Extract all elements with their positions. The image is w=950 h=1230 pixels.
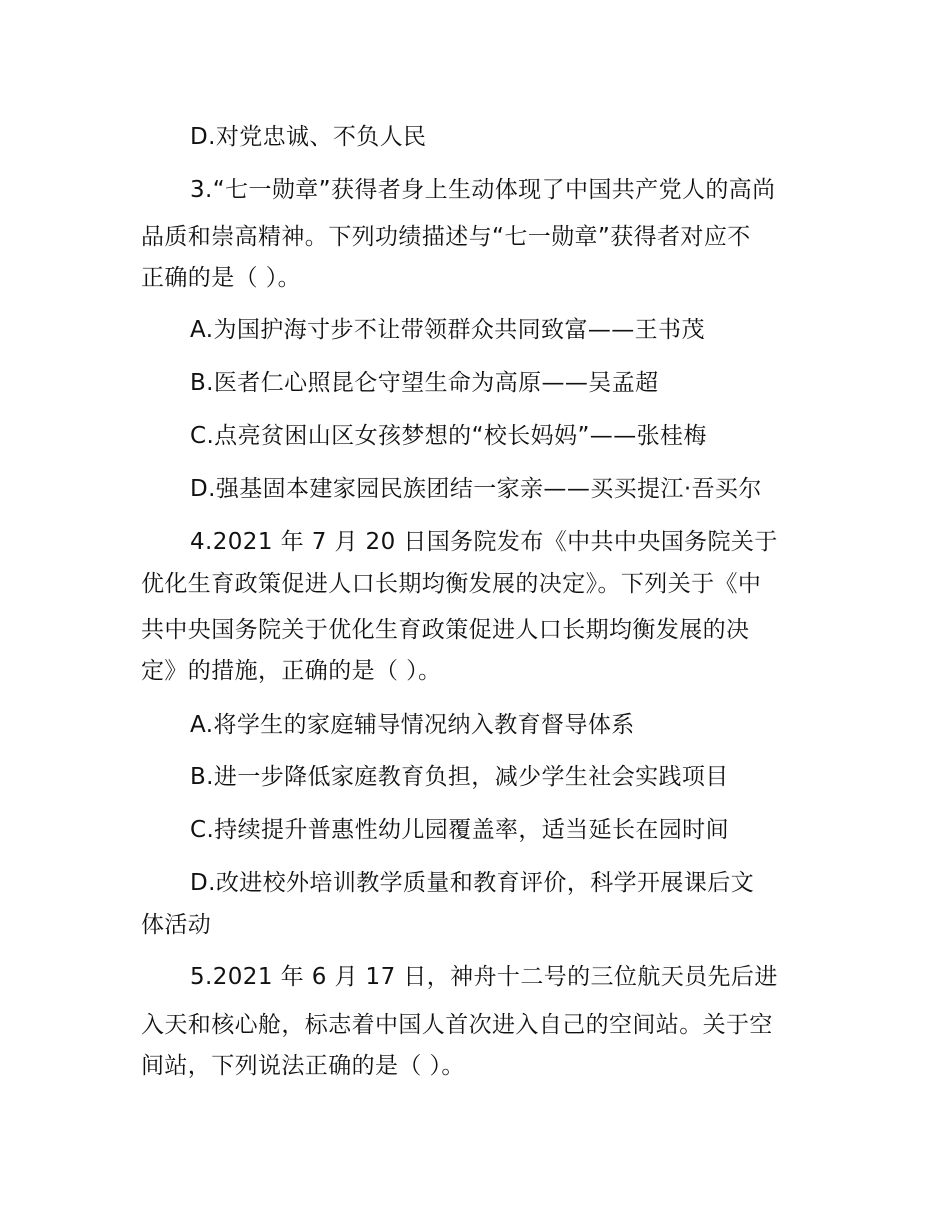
- q4-option-d-line-2: 体活动: [141, 912, 212, 938]
- q3-option-d: D.强基固本建家园民族团结一家亲——买买提江·吾买尔: [190, 476, 762, 502]
- q4-stem-line-1: 4.2021 年 7 月 20 日国务院发布《中共中央国务院关于: [190, 529, 778, 555]
- q5-stem-line-2: 入天和核心舱，标志着中国人首次进入自己的空间站。关于空: [141, 1012, 773, 1038]
- q3-stem-line-3: 正确的是（ ）。: [141, 265, 302, 291]
- q3-option-c: C.点亮贫困山区女孩梦想的“校长妈妈”——张桂梅: [190, 423, 707, 449]
- q4-stem-line-4: 定》的措施，正确的是（ ）。: [141, 658, 442, 684]
- q4-stem-line-3: 共中央国务院关于优化生育政策促进人口长期均衡发展的决: [141, 617, 750, 643]
- q4-option-a: A.将学生的家庭辅导情况纳入教育督导体系: [190, 712, 635, 738]
- q4-option-d-line-1: D.改进校外培训教学质量和教育评价，科学开展课后文: [190, 870, 755, 896]
- q5-stem-line-1: 5.2021 年 6 月 17 日，神舟十二号的三位航天员先后进: [190, 964, 778, 990]
- q5-stem-line-3: 间站，下列说法正确的是（ ）。: [141, 1053, 465, 1079]
- q3-stem-line-1: 3.“七一勋章”获得者身上生动体现了中国共产党人的高尚: [190, 177, 776, 203]
- q3-option-a: A.为国护海寸步不让带领群众共同致富——王书茂: [190, 317, 705, 343]
- q4-stem-line-2: 优化生育政策促进人口长期均衡发展的决定》。下列关于《中: [141, 571, 762, 597]
- q3-option-b: B.医者仁心照昆仑守望生命为高原——吴孟超: [190, 370, 659, 396]
- q4-option-b: B.进一步降低家庭教育负担，减少学生社会实践项目: [190, 764, 729, 790]
- q3-stem-line-2: 品质和崇高精神。下列功绩描述与“七一勋章”获得者对应不: [141, 224, 751, 250]
- q4-option-c: C.持续提升普惠性幼儿园覆盖率，适当延长在园时间: [190, 817, 729, 843]
- q2-option-d: D.对党忠诚、不负人民: [190, 124, 427, 150]
